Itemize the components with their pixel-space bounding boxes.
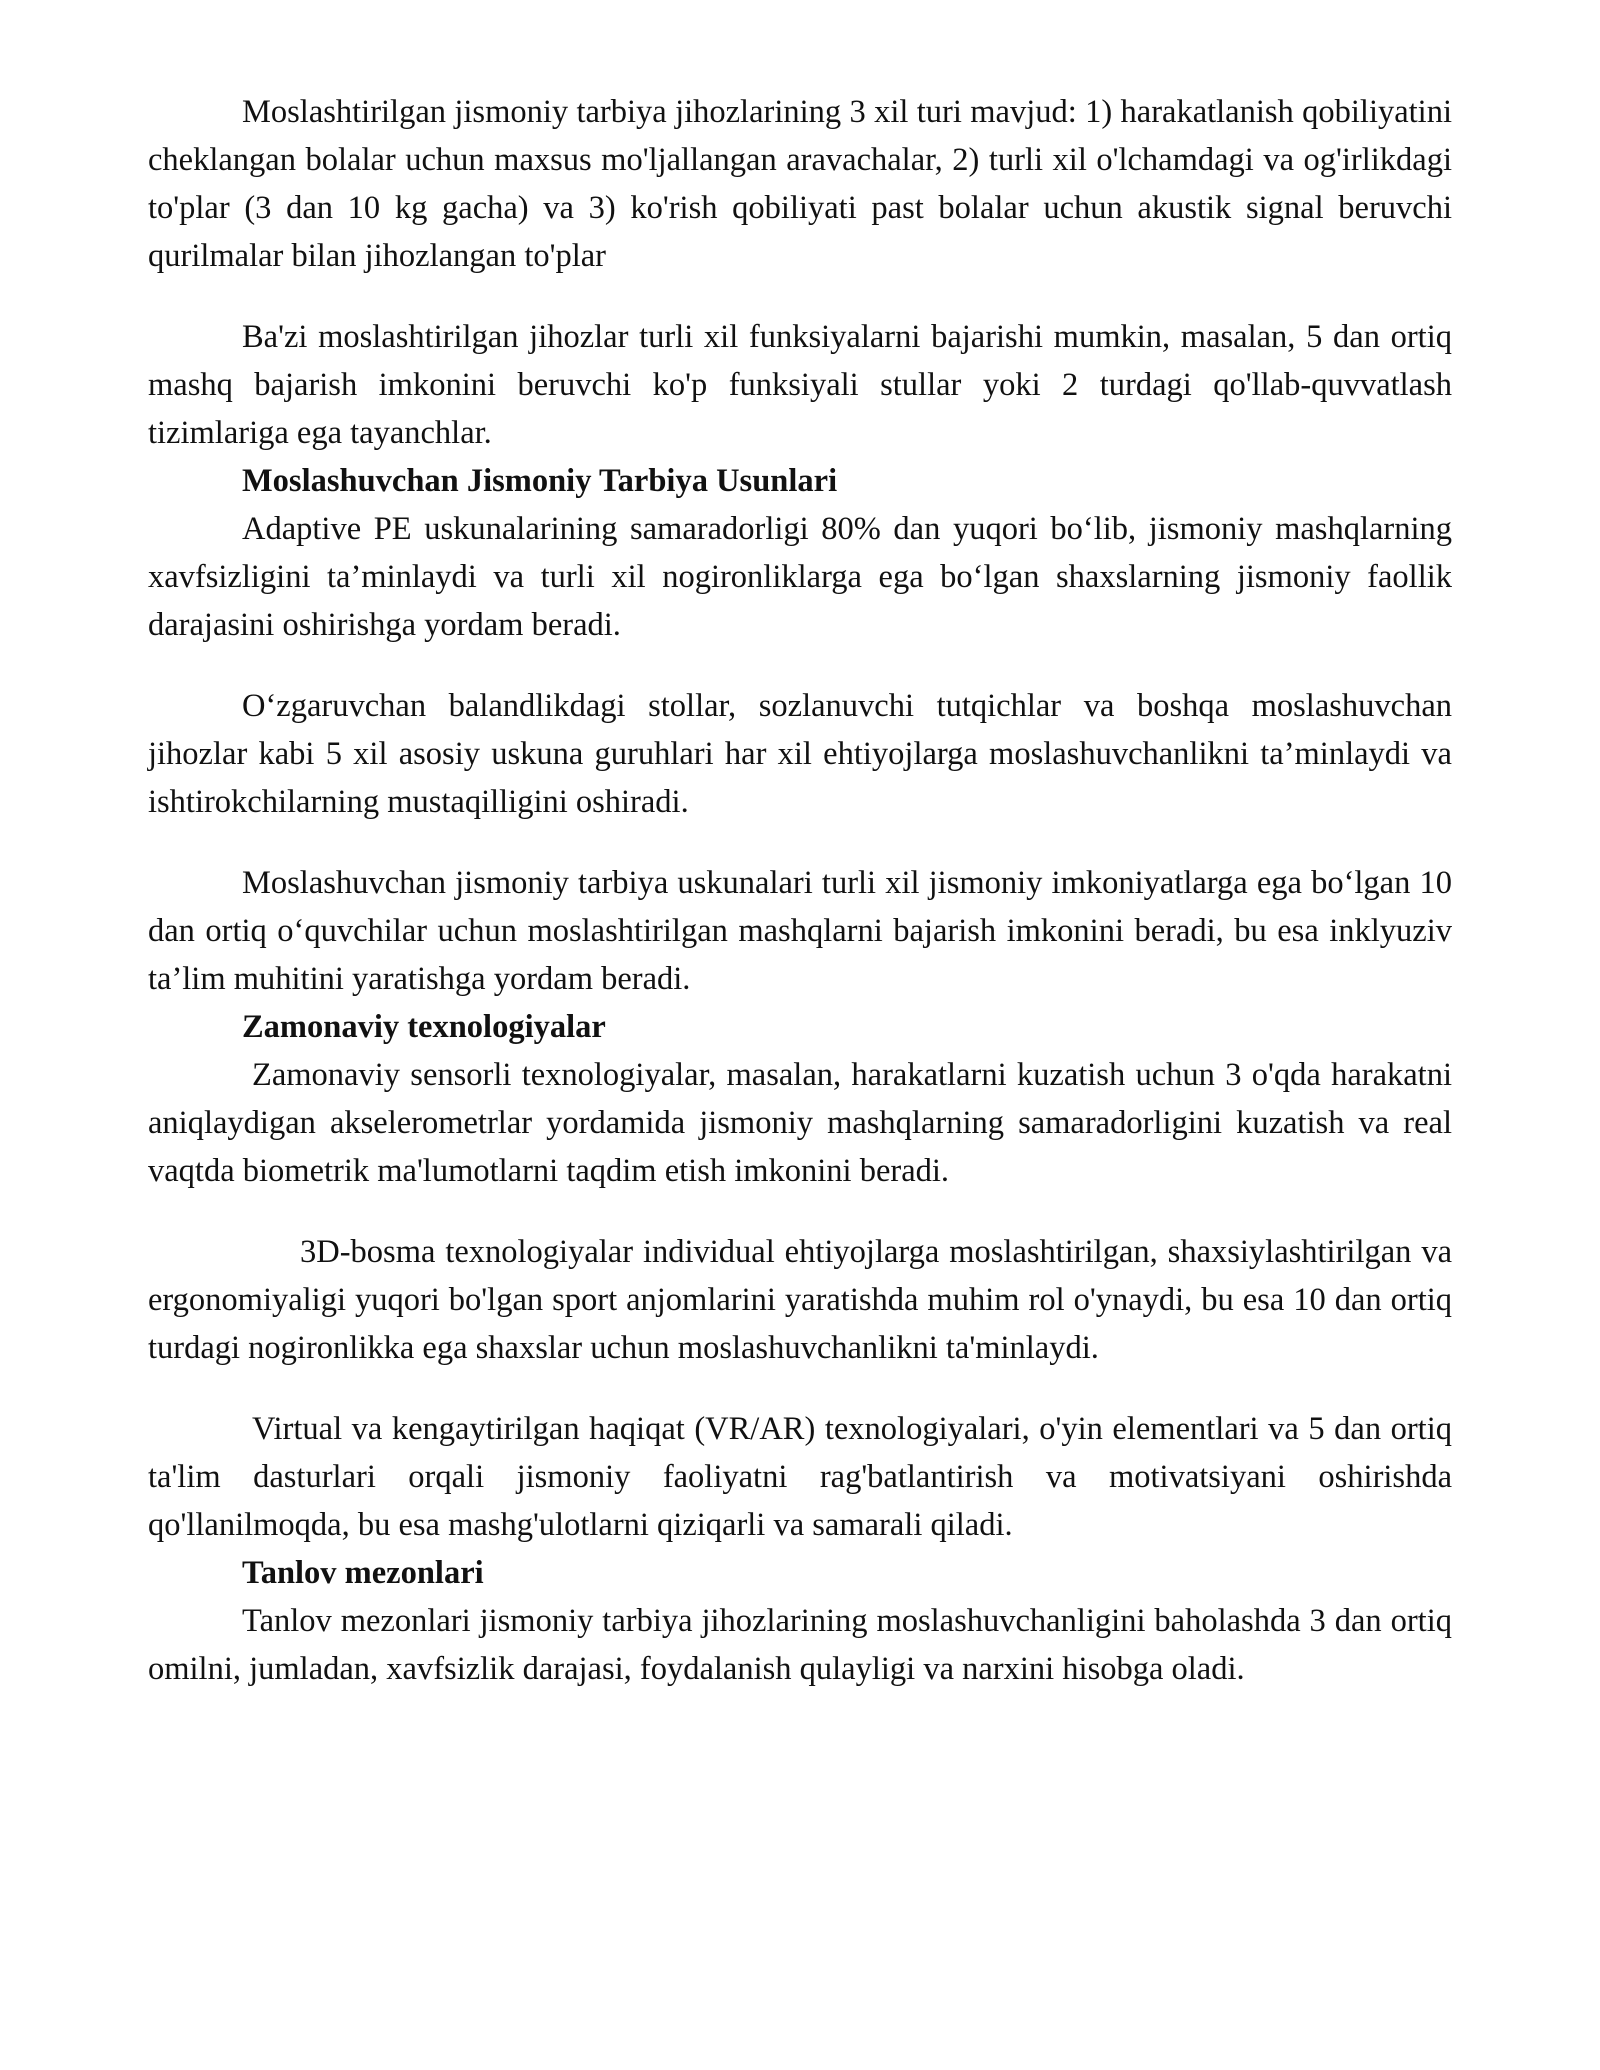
document-page <box>148 88 1452 1693</box>
paragraph: Adaptive PE uskunalarining samaradorligi 80% dan yuqori bo‘lib, jismoniy mashqlarning xavfsizligini ta’minlaydi va turli xil nogironliklarga ega bo‘lgan shaxslarning jismoniy faollik darajasini oshirishga yordam beradi. <box>148 511 1452 643</box>
paragraph: 3D-bosma texnologiyalar individual ehtiyojlarga moslashtirilgan, shaxsiylashtirilgan va ergonomiyaligi yuqori bo'lgan sport anjomlarini yaratishda muhim rol o'ynaydi, bu esa 10 dan ortiq turdagi nogironlikka ega shaxslar uchun moslashuvchanlikni ta'minlaydi. <box>148 1234 1452 1366</box>
section-heading: Tanlov mezonlari <box>242 1555 484 1591</box>
paragraph: Zamonaviy sensorli texnologiyalar, masalan, harakatlarni kuzatish uchun 3 o'qda harakatni aniqlaydigan akselerometrlar yordamida jismoniy mashqlarning samaradorligini kuzatish va real vaqtda biometrik ma'lumotlarni taqdim etish imkonini beradi. <box>148 1057 1452 1189</box>
paragraph: Tanlov mezonlari jismoniy tarbiya jihozlarining moslashuvchanligini baholashda 3 dan ortiq omilni, jumladan, xavfsizlik darajasi, foydalanish qulayligi va narxini hisobga oladi. <box>148 1603 1452 1687</box>
paragraph: O‘zgaruvchan balandlikdagi stollar, sozlanuvchi tutqichlar va boshqa moslashuvchan jihozlar kabi 5 xil asosiy uskuna guruhlari har xil ehtiyojlarga moslashuvchanlikni ta’minlaydi va ishtirokchilarning mustaqilligini oshiradi. <box>148 688 1452 820</box>
section-heading: Zamonaviy texnologiyalar <box>242 1009 606 1045</box>
section-heading: Moslashuvchan Jismoniy Tarbiya Usunlari <box>242 463 838 499</box>
paragraph: Moslashtirilgan jismoniy tarbiya jihozlarining 3 xil turi mavjud: 1) harakatlanish qobiliyatini cheklangan bolalar uchun maxsus mo'ljallangan aravachalar, 2) turli xil o'lchamdagi va og'irlikdagi to'plar (3 dan 10 kg gacha) va 3) ko'rish qobiliyati past bolalar uchun akustik signal beruvchi qurilmalar bilan jihozlangan to'plar <box>148 94 1452 274</box>
paragraph: Moslashuvchan jismoniy tarbiya uskunalari turli xil jismoniy imkoniyatlarga ega bo‘lgan 10 dan ortiq o‘quvchilar uchun moslashtirilgan mashqlarni bajarish imkonini beradi, bu esa inklyuziv ta’lim muhitini yaratishga yordam beradi. <box>148 865 1452 997</box>
paragraph: Virtual va kengaytirilgan haqiqat (VR/AR) texnologiyalari, o'yin elementlari va 5 dan ortiq ta'lim dasturlari orqali jismoniy faoliyatni rag'batlantirish va motivatsiyani oshirishda qo'llanilmoqda, bu esa mashg'ulotlarni qiziqarli va samarali qiladi. <box>148 1411 1452 1543</box>
paragraph: Ba'zi moslashtirilgan jihozlar turli xil funksiyalarni bajarishi mumkin, masalan, 5 dan ortiq mashq bajarish imkonini beruvchi ko'p funksiyali stullar yoki 2 turdagi qo'llab-quvvatlash tizimlariga ega tayanchlar. <box>148 319 1452 451</box>
